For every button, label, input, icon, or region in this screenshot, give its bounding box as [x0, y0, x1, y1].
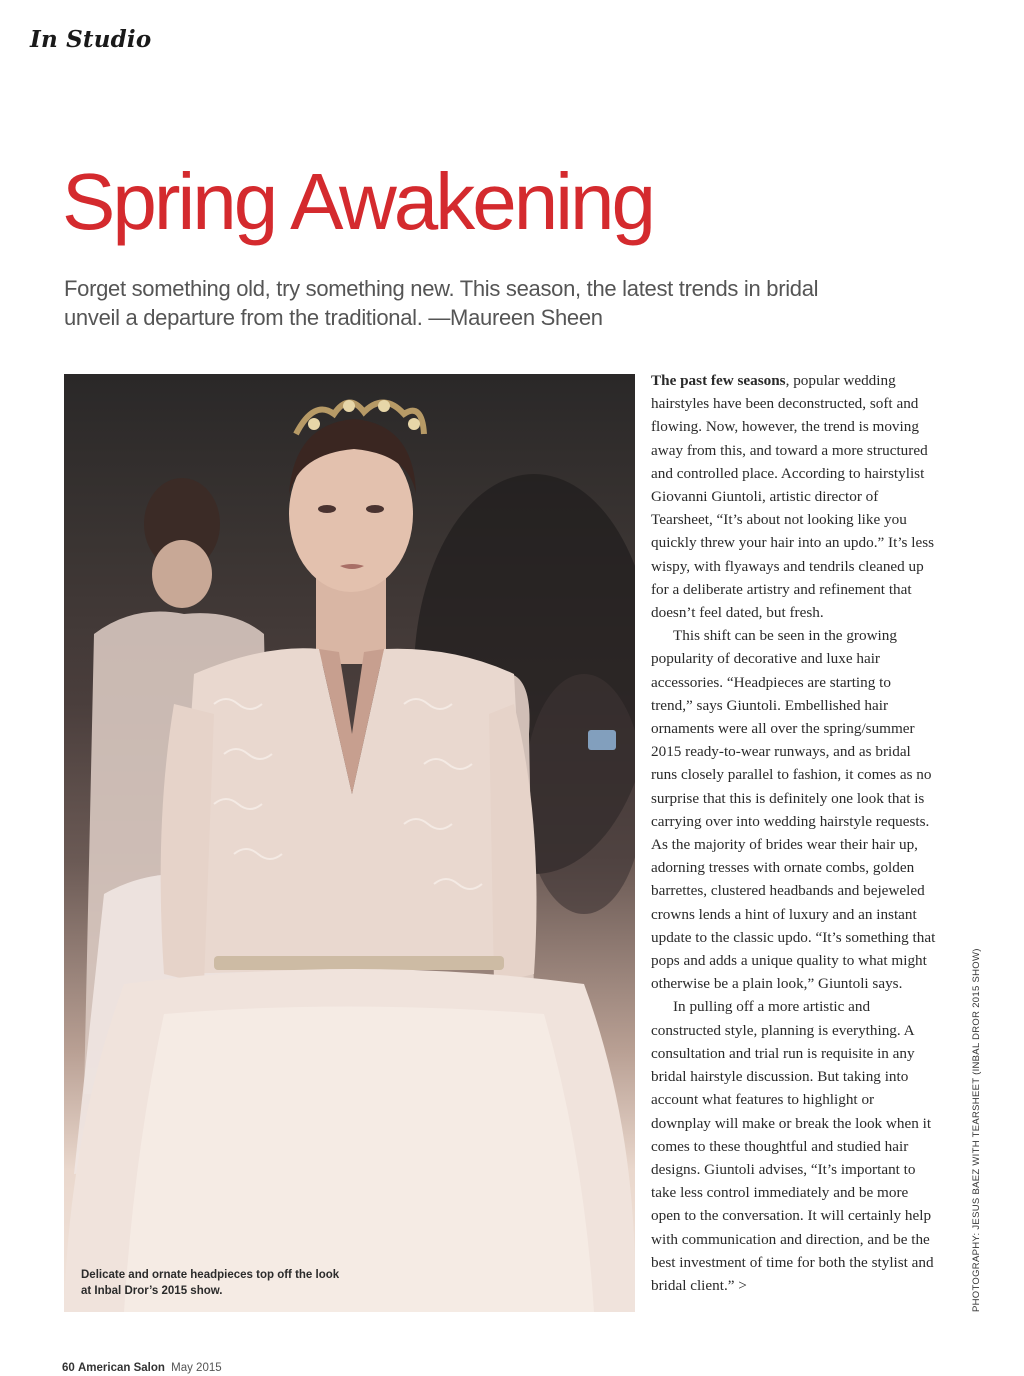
body-paragraph-1: [651, 369, 936, 624]
bride-illustration: [64, 374, 635, 1312]
photo-credit: PHOTOGRAPHY: JESUS BAEZ WITH TEARSHEET (INBAL DROR 2015 SHOW): [971, 948, 982, 1312]
article-body: [651, 369, 936, 1297]
page-number: 60: [62, 1362, 75, 1374]
feature-photo: [64, 374, 635, 1312]
section-label: In Studio: [30, 26, 152, 53]
page-folio: [62, 1362, 222, 1374]
body-paragraph-1-text: , popular wedding hairstyles have been deconstructed, soft and flowing. Now, however, the trend is moving away from this, and toward a more structured and controlled place. According to hairstylist Giovanni Giuntoli, artistic director of Tearsheet, “It’s about not looking like you quickly threw your hair into an updo.” It’s less wispy, with flyaways and tendrils cleaned up for a deliberate artistry and refinement that doesn’t feel dated, but fresh.: [651, 372, 935, 622]
photo-caption: Delicate and ornate headpieces top off the look at Inbal Dror’s 2015 show.: [81, 1269, 340, 1297]
body-paragraph-2: This shift can be seen in the growing popularity of decorative and luxe hair accessories. “Headpieces are starting to trend,” says Giuntoli. Embellished hair ornaments were all over the spring/summer 2015 ready-to-wear runways, and as bridal runs closely parallel to fashion, it comes as no surprise that this is definitely one look that is carrying over into wedding hairstyle requests. As the majority of brides wear their hair up, adorning tresses with ornate combs, golden barrettes, clustered headbands and bejeweled crowns lends a hint of luxury and an instant update to the classic updo. “It’s something that pops and adds a unique quality to what might otherwise be a plain look,” Giuntoli says.: [651, 627, 936, 993]
body-paragraph-3: In pulling off a more artistic and constructed style, planning is everything. A consultation and trial run is requisite in any bridal hairstyle discussion. But taking into account what features to highlight or downplay will make or break the look when it comes to these thoughtful and studied hair designs. Giuntoli advises, “It’s important to take less control immediately and be more open to the conversation. It will certainly help with communication and direction, and be the best investment of time for both the stylist and bridal client.” >: [651, 998, 934, 1294]
lead-in: The past few seasons: [651, 372, 786, 389]
publication-name: American Salon: [78, 1362, 165, 1374]
article-deck: Forget something old, try something new. This season, the latest trends in bridal unveil a departure from the traditional. —Maureen Sheen: [64, 276, 819, 330]
article-title: Spring Awakening: [62, 157, 653, 246]
issue-date: May 2015: [171, 1362, 222, 1374]
